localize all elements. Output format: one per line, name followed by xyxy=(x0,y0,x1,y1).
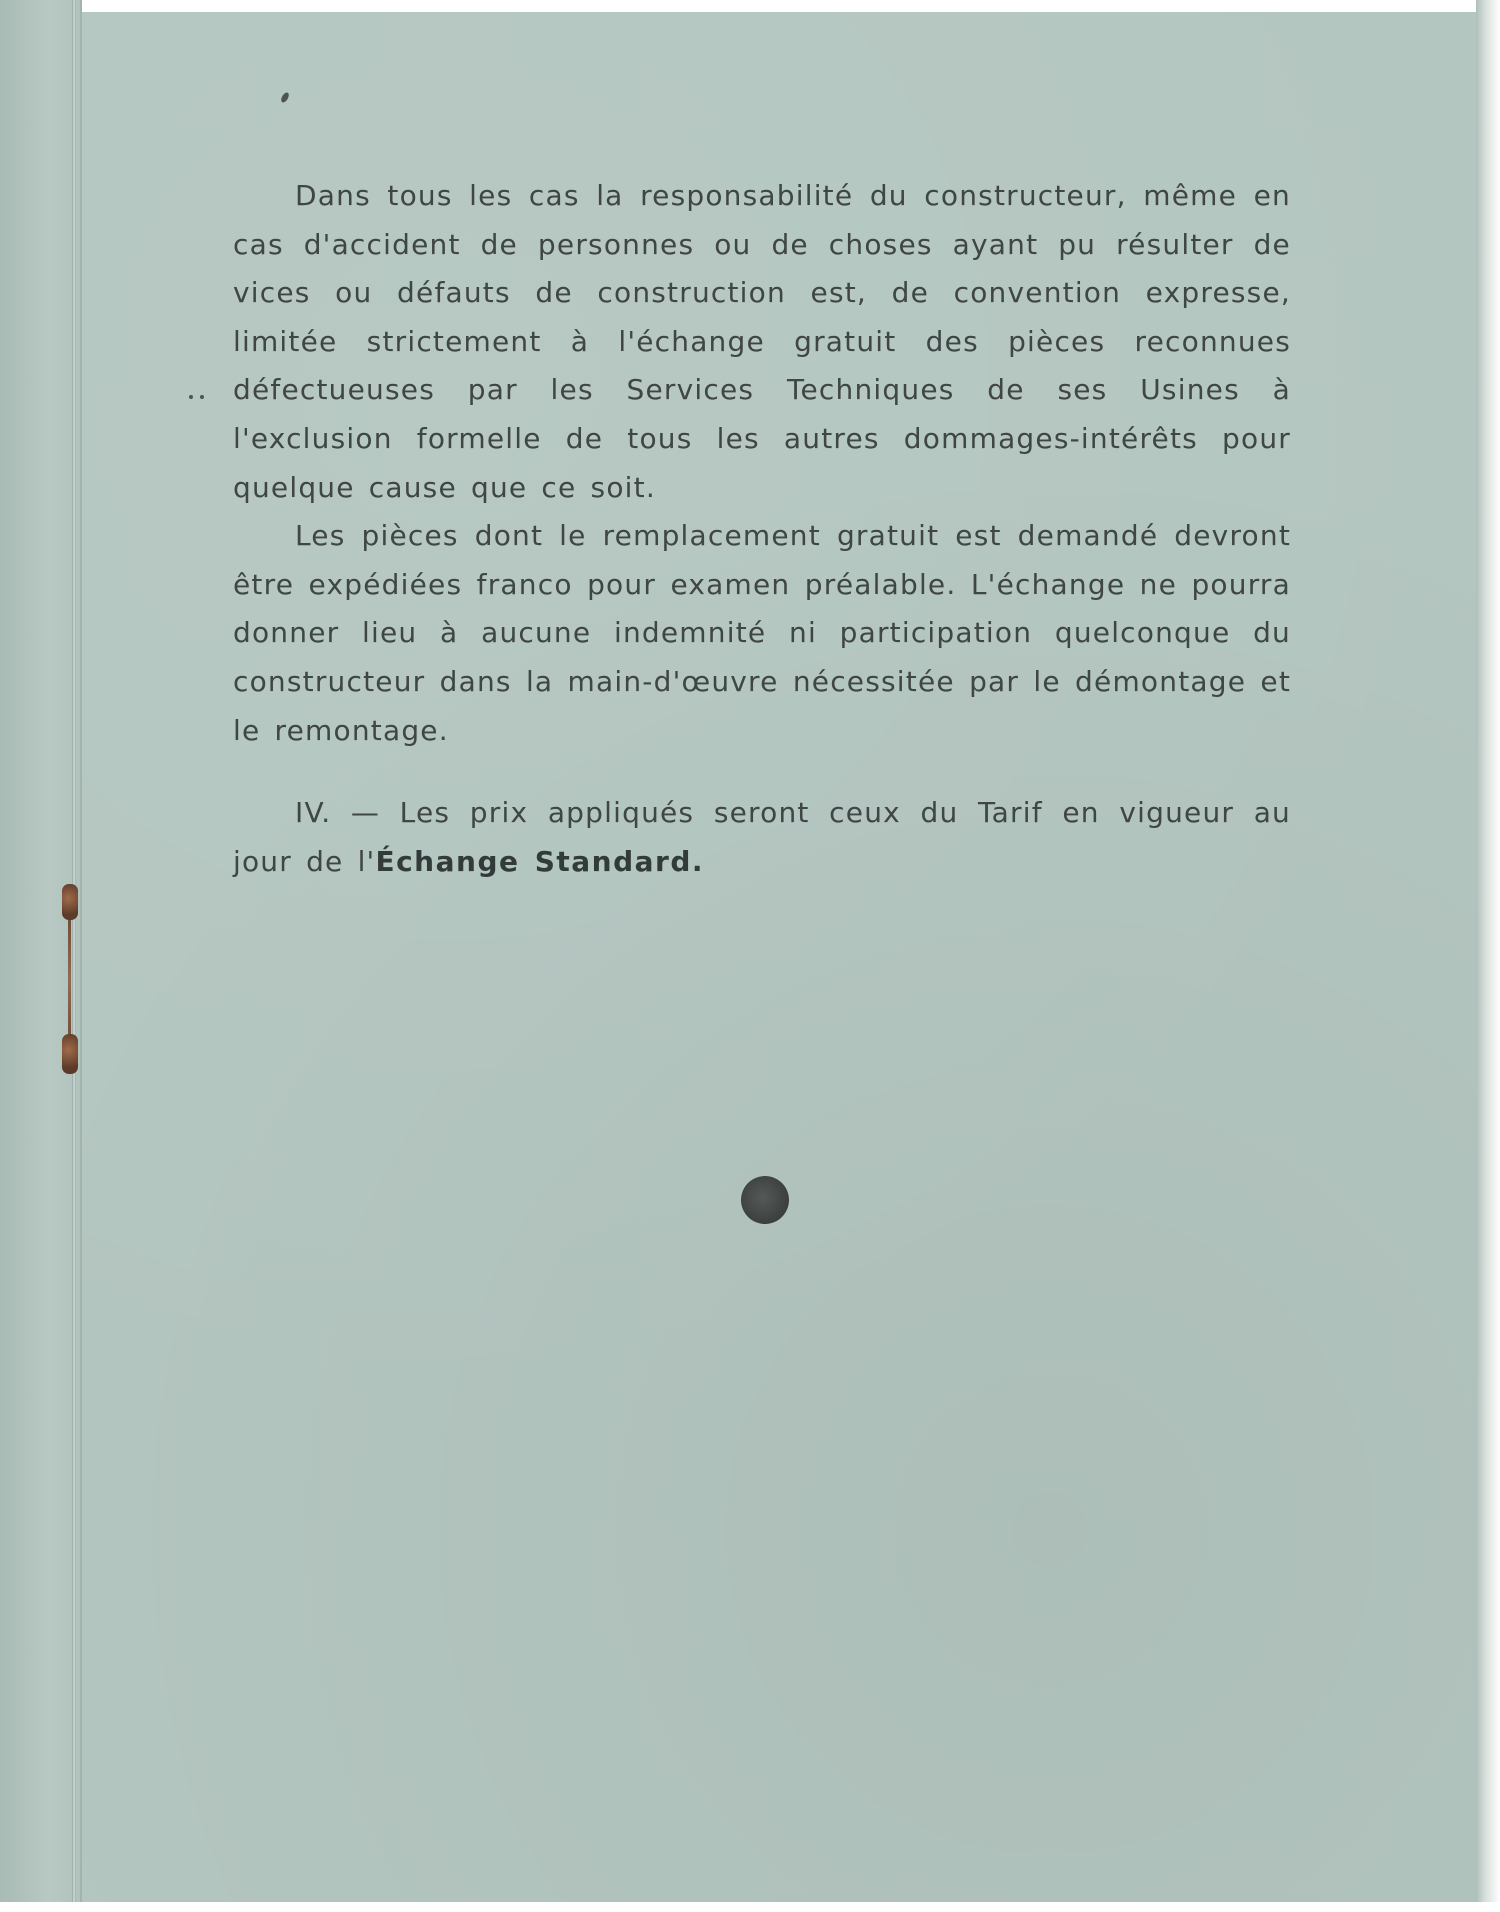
staple-wire xyxy=(68,910,71,1050)
ink-speck xyxy=(200,395,204,399)
spine-fold-line xyxy=(72,0,76,1912)
page-bottom-edge xyxy=(0,1902,1500,1912)
paragraph-pricing-bold: Échange Standard. xyxy=(375,844,705,878)
page-top-edge xyxy=(0,0,1500,12)
paragraph-pricing xyxy=(233,789,1291,886)
punch-hole xyxy=(741,1176,789,1224)
staple-top xyxy=(62,884,78,920)
ink-speck xyxy=(280,91,291,104)
paragraph-responsibility: Dans tous les cas la responsabilité du constructeur, même en cas d'accident de personnes ou de choses ayant pu résulter de vices ou défauts de construction est, de convention expresse, limitée strictement à l'échange gratuit des pièces reconnues défectueuses par les Services Techniques de ses Usines à l'exclusion formelle de tous les autres dommages-intérêts pour quelque cause que ce soit. xyxy=(233,179,1291,504)
page-right-edge xyxy=(1476,0,1500,1912)
spine-fold-line-secondary xyxy=(80,0,82,1912)
document-body xyxy=(233,172,1291,886)
paragraph-pricing-text: IV. — Les prix appliqués seront ceux du Tarif en vigueur au jour de l' xyxy=(233,796,1291,878)
ink-speck xyxy=(189,395,193,399)
staple-bottom xyxy=(62,1034,78,1074)
paragraph-parts-shipping: Les pièces dont le remplacement gratuit est demandé devront être expédiées franco pour examen préalable. L'échange ne pourra donner lieu à aucune indemnité ni participation quelconque du constructeur dans la main-d'œuvre nécessitée par le démontage et le remontage. xyxy=(233,519,1291,747)
